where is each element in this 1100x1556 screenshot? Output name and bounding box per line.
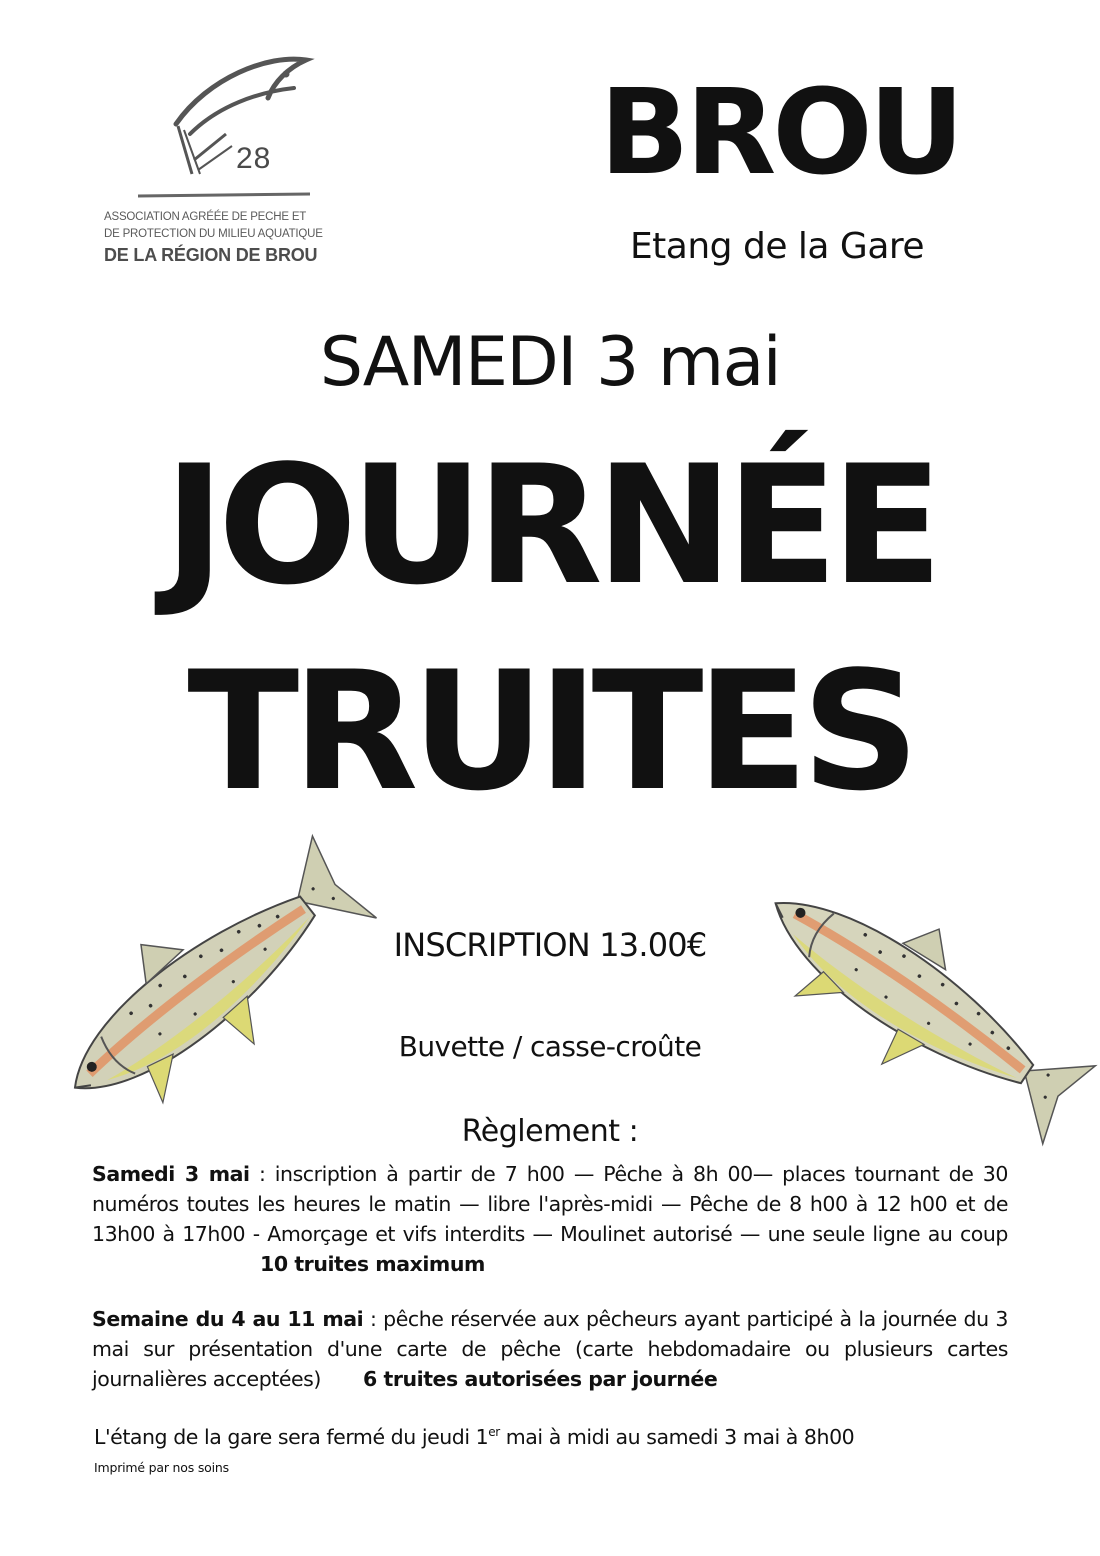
para2-text: : pêche réservée aux pêcheurs ayant participé à la journée du 3 mai sur présentation d'une carte de pêche (carte hebdomadaire ou plusieurs cartes journalières acceptées) bbox=[92, 1307, 1008, 1391]
town-title: BROU bbox=[599, 63, 961, 201]
closing-superscript: er bbox=[488, 1425, 500, 1440]
para1-text: : inscription à partir de 7 h00 — Pêche à 8h 00— places tournant de 30 numéros toutes les heures le matin — libre l'après-midi — Pêche de 8 h00 à 12 h00 et de 13h00 à 17h00 - Amorçage et vifs interdits — Moulinet autorisé — une seule ligne au coup bbox=[92, 1162, 1008, 1246]
trout-right-icon bbox=[734, 850, 1100, 1150]
para1-label: Samedi 3 mai bbox=[92, 1162, 250, 1186]
event-title-line-1: JOURNÉE bbox=[163, 430, 937, 621]
trout-left-icon bbox=[30, 826, 380, 1136]
logo-line-2: DE PROTECTION DU MILIEU AQUATIQUE bbox=[104, 228, 323, 240]
event-date: SAMEDI 3 mai bbox=[319, 323, 781, 402]
reglement-paragraph-1 bbox=[92, 1159, 1008, 1279]
closing-part-1: L'étang de la gare sera fermé du jeudi 1 bbox=[94, 1425, 489, 1449]
printed-note: Imprimé par nos soins bbox=[94, 1460, 229, 1475]
place-subtitle: Etang de la Gare bbox=[629, 226, 925, 267]
logo-number: 28 bbox=[236, 142, 272, 175]
association-logo bbox=[98, 48, 338, 284]
inscription-price: INSCRIPTION 13.00€ bbox=[393, 926, 707, 964]
reglement-title: Règlement : bbox=[461, 1114, 639, 1149]
para2-limit: 6 truites autorisées par journée bbox=[362, 1367, 718, 1391]
reglement-paragraph-2 bbox=[92, 1304, 1008, 1394]
para1-limit: 10 truites maximum bbox=[260, 1252, 485, 1276]
event-title-line-2: TRUITES bbox=[187, 636, 913, 827]
buvette-text: Buvette / casse-croûte bbox=[398, 1030, 702, 1063]
fish-logo-icon bbox=[98, 48, 338, 208]
closing-part-2: mai à midi au samedi 3 mai à 8h00 bbox=[499, 1425, 855, 1449]
logo-line-3: DE LA RÉGION DE BROU bbox=[104, 245, 318, 265]
para2-label: Semaine du 4 au 11 mai bbox=[92, 1307, 364, 1331]
logo-line-1: ASSOCIATION AGRÉÉE DE PECHE ET bbox=[104, 211, 307, 223]
closing-notice bbox=[94, 1425, 1004, 1449]
